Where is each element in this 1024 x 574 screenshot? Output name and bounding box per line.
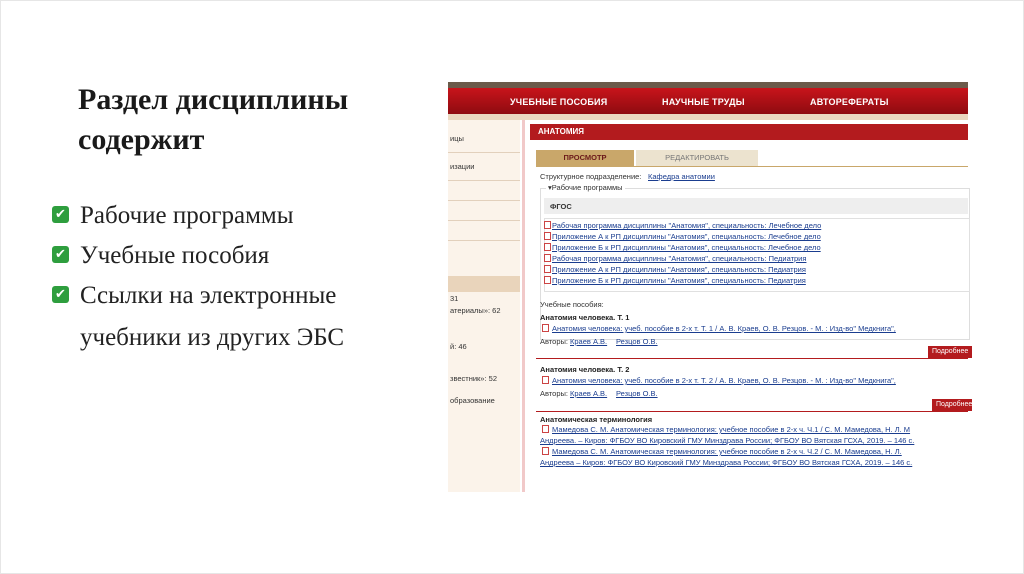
programs-legend[interactable]: ▾Рабочие программы [548,183,623,192]
book-link[interactable]: Мамедова С. М. Анатомическая терминология: учебное пособие в 2-х ч. Ч.1 / С. М. Мамедова, Н. Л. М [552,425,911,434]
document-link[interactable]: Приложение А к РП дисциплины "Анатомия", специальность: Педиатрия [552,265,806,274]
divider [448,240,520,241]
sidebar-stat: 31 [450,294,459,303]
sidebar-stat: образование [450,396,495,405]
divider [536,358,968,359]
fgos-header [544,198,968,214]
book-title: Анатомия человека. Т. 2 [540,365,630,374]
author-link[interactable]: Краев А.В. [570,337,608,346]
sidebar-stat: звестник»: 52 [450,374,497,383]
fgos-label[interactable]: ФГОС [550,202,572,211]
bullet-list [52,196,412,358]
left-sidebar [448,120,520,492]
divider [448,152,520,153]
pdf-icon [542,425,549,433]
divider [448,220,520,221]
tab-edit[interactable]: РЕДАКТИРОВАТЬ [636,150,758,166]
nav-abstracts[interactable]: АВТОРЕФЕРАТЫ [810,97,889,107]
sidebar-stat: атериалы»: 62 [450,306,501,315]
bullet-text: Учебные пособия [80,242,270,269]
document-link[interactable]: Рабочая программа дисциплины "Анатомия", специальность: Лечебное дело [552,221,822,230]
divider [448,200,520,201]
document-link[interactable]: Приложение А к РП дисциплины "Анатомия", специальность: Лечебное дело [552,232,821,241]
textbooks-label: Учебные пособия: [540,300,604,309]
book-authors-label: Авторы: [540,337,568,346]
pdf-icon [544,243,551,251]
details-button[interactable]: Подробнее [932,399,972,411]
checkbox-icon: ✔ [52,206,69,223]
bullet-item [52,196,412,236]
divider [536,411,968,412]
sidebar-item[interactable]: изации [450,162,475,171]
checkbox-icon: ✔ [52,246,69,263]
bullet-text: Ссылки на электронные [80,282,337,309]
discipline-content [530,124,973,492]
author-link[interactable]: Краев А.В. [570,389,608,398]
book-title: Анатомическая терминология [540,415,653,424]
pdf-icon [542,376,549,384]
book-title: Анатомия человека. Т. 1 [540,313,630,322]
author-link[interactable]: Резцов О.В. [616,389,658,398]
sidebar-section-header [448,276,520,292]
sidebar-stat: й: 46 [450,342,467,351]
bullet-text: Рабочие программы [80,202,294,229]
pdf-icon [544,232,551,240]
pdf-icon [542,447,549,455]
bullet-text-continuation: учебники из других ЭБС [80,324,345,351]
document-link[interactable]: Приложение Б к РП дисциплины "Анатомия", специальность: Педиатрия [552,276,806,285]
department-label: Структурное подразделение: [540,172,642,181]
website-screenshot [448,82,973,492]
section-title-bar: АНАТОМИЯ [530,124,968,140]
top-navigation [448,88,968,114]
pdf-icon [544,276,551,284]
document-link[interactable]: Рабочая программа дисциплины "Анатомия", специальность: Педиатрия [552,254,807,263]
pdf-icon [544,254,551,262]
slide-title: Раздел дисциплины содержит [78,83,349,156]
document-link[interactable]: Приложение Б к РП дисциплины "Анатомия", специальность: Лечебное дело [552,243,821,252]
sidebar-item[interactable]: ицы [450,134,464,143]
author-link[interactable]: Резцов О.В. [616,337,658,346]
book-authors-label: Авторы: [540,389,568,398]
decorative-stripe [522,120,525,492]
divider [536,166,968,167]
checkbox-icon: ✔ [52,286,69,303]
book-link[interactable]: Мамедова С. М. Анатомическая терминология: учебное пособие в 2-х ч. Ч.2 / С. М. Мамедова, Н. Л. [552,447,902,456]
tab-view[interactable]: ПРОСМОТР [536,150,634,166]
book-link[interactable]: Андреева. – Киров: ФГБОУ ВО Кировский ГМУ Минздрава России; ФГБОУ ВО Вятская ГСХА, 2019. – 146 с. [540,436,915,445]
divider [448,180,520,181]
details-button[interactable]: Подробнее [928,346,972,358]
book-link[interactable]: Анатомия человека: учеб. пособие в 2-х т. Т. 1 / А. В. Краев, О. В. Резцов. - М. : Изд-во" Медкнига", [552,324,896,333]
nav-underline [448,114,968,120]
department-link[interactable]: Кафедра анатомии [648,172,715,181]
pdf-icon [544,221,551,229]
bullet-item [52,276,412,316]
book-link[interactable]: Андреева – Киров: ФГБОУ ВО Кировский ГМУ Минздрава России; ФГБОУ ВО Вятская ГСХА, 2019. – 146 с. [540,458,913,467]
book-link[interactable]: Анатомия человека: учеб. пособие в 2-х т. Т. 2 / А. В. Краев, О. В. Резцов. - М. : Изд-во" Медкнига", [552,376,896,385]
bullet-item [52,236,412,276]
pdf-icon [544,265,551,273]
nav-scientific-works[interactable]: НАУЧНЫЕ ТРУДЫ [662,97,745,107]
pdf-icon [542,324,549,332]
nav-textbooks[interactable]: УЧЕБНЫЕ ПОСОБИЯ [510,97,608,107]
